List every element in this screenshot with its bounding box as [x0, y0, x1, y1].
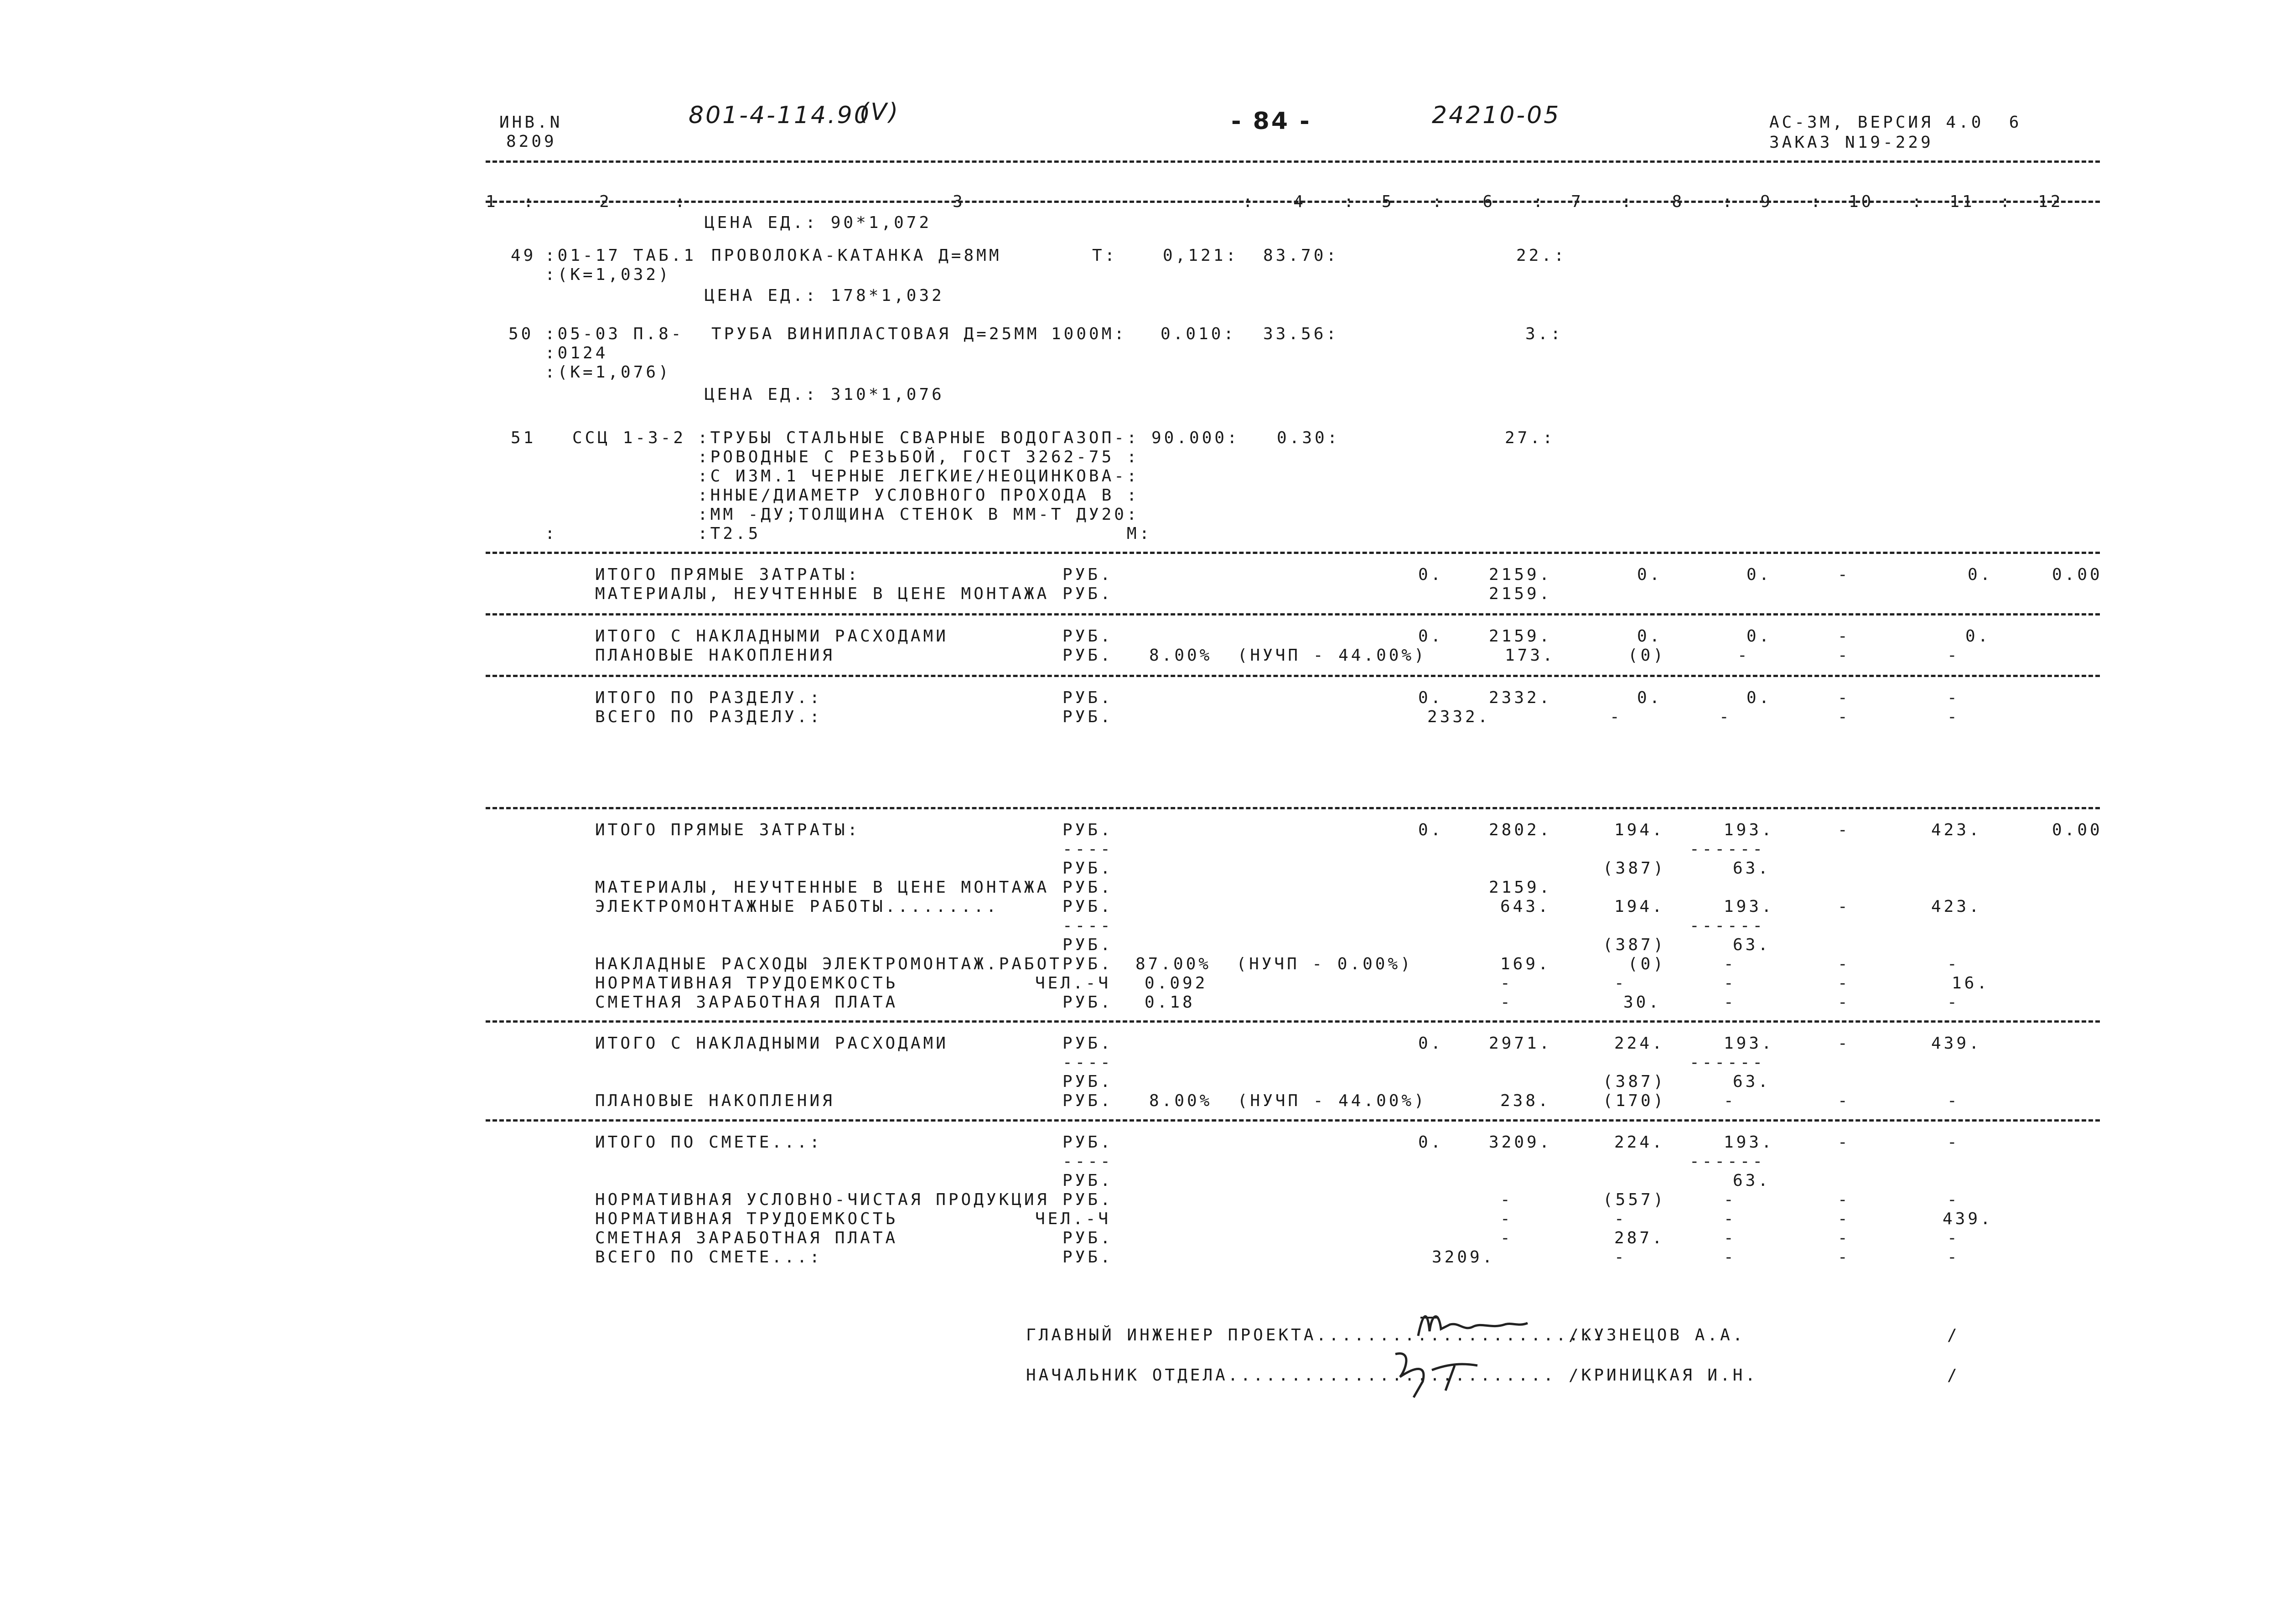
estimate-wage-val: 0.18 [1145, 993, 1195, 1012]
estimate-elec-c9: 193. [1724, 897, 1774, 916]
estimate-labor-c8: - [1614, 974, 1627, 993]
section-planned-pct: 8.00% (НУЧП - 44.00%) [1149, 646, 1427, 665]
row-51-price: 0.30: [1277, 429, 1340, 447]
estimate-labor2-c10: - [1838, 1210, 1850, 1228]
estimate-ncp-unit: РУБ. [1062, 1190, 1113, 1209]
section-overhead-unit: РУБ. [1062, 627, 1113, 646]
section-planned-c7: 173. [1505, 646, 1555, 665]
col-4: 4 [1293, 192, 1306, 211]
department-head-signature [1386, 1345, 1496, 1400]
doc-part: (Ⅴ) [860, 98, 900, 126]
chief-engineer-end: / [1947, 1326, 1960, 1345]
estimate-all-c6: 3209. [1432, 1248, 1495, 1267]
row-50-code-coef: :(К=1,076) [545, 363, 671, 382]
estimate-all-c8: - [1614, 1248, 1627, 1267]
row-49-code: :01-17 ТАБ.1 [545, 246, 697, 265]
section-planned-label: ПЛАНОВЫЕ НАКОПЛЕНИЯ [595, 646, 835, 665]
estimate-wage2-c9: - [1724, 1229, 1736, 1247]
section-overhead-c6: 0. [1418, 627, 1444, 646]
estimate-ncp-label: НОРМАТИВНАЯ УСЛОВНО-ЧИСТАЯ ПРОДУКЦИЯ [595, 1190, 1050, 1209]
estimate-elec-unit-rule: ---- [1062, 916, 1113, 935]
estimate-ovh-c11: - [1947, 955, 1960, 973]
estimate-total-c9: 193. [1724, 1133, 1774, 1152]
estimate-labor2-unit: ЧЕЛ.-Ч [1035, 1210, 1111, 1228]
section-all-c10: - [1838, 708, 1850, 726]
row-49-unit: Т: [1092, 246, 1118, 265]
estimate-labor-c9: - [1724, 974, 1736, 993]
section-overhead-c7: 2159. [1489, 627, 1552, 646]
estimate-wage-c11: - [1947, 993, 1960, 1012]
section-planned-c9: - [1737, 646, 1750, 665]
estimate-plan-c8: (170) [1603, 1091, 1666, 1110]
col-12: 12 [2038, 192, 2063, 211]
estimate-oh-c9: 193. [1724, 1034, 1774, 1053]
chief-engineer-name: /КУЗНЕЦОВ А.А. [1569, 1326, 1746, 1345]
estimate-wage-c7: - [1500, 993, 1513, 1012]
estimate-labor-val: 0.092 [1145, 974, 1208, 993]
estimate-labor-unit: ЧЕЛ.-Ч [1035, 974, 1111, 993]
section-overhead-c11: 0. [1965, 627, 1991, 646]
row-51-col7: 27.: [1505, 429, 1555, 447]
system-version: АС-3М, ВЕРСИЯ 4.0 6 [1769, 113, 2022, 132]
section-direct-c12: 0.00 [2052, 565, 2103, 584]
rule-section [486, 613, 2100, 615]
row-51-name-line: :ННЫЕ/ДИАМЕТР УСЛОВНОГО ПРОХОДА В : [698, 486, 1140, 505]
estimate-wage-label: СМЕТНАЯ ЗАРАБОТНАЯ ПЛАТА [595, 993, 898, 1012]
rule-section [486, 675, 2100, 677]
row-sep: : [545, 524, 558, 543]
estimate-elec-c9-rule: ------ [1689, 916, 1766, 935]
order-code: 24210-05 [1432, 102, 1561, 129]
estimate-ovh-label: НАКЛАДНЫЕ РАСХОДЫ ЭЛЕКТРОМОНТАЖ.РАБОТ [595, 955, 1062, 973]
estimate-labor-c7: - [1500, 974, 1513, 993]
estimate-wage2-c11: - [1947, 1229, 1960, 1247]
estimate-oh-c7: 2971. [1489, 1034, 1552, 1053]
estimate-wage2-c10: - [1838, 1229, 1850, 1247]
section-direct-c7: 2159. [1489, 565, 1552, 584]
estimate-ovh-pct: 87.00% (НУЧП - 0.00%) [1135, 955, 1413, 973]
estimate-direct-c10: - [1838, 821, 1850, 839]
row-49-code-coef: :(К=1,032) [545, 265, 671, 284]
section-direct-label: ИТОГО ПРЯМЫЕ ЗАТРАТЫ: [595, 565, 860, 584]
rule-estimate [486, 807, 2100, 809]
estimate-labor2-c8: - [1614, 1210, 1627, 1228]
section-all-c6: 2332. [1427, 708, 1491, 726]
estimate-wage-unit: РУБ. [1062, 993, 1113, 1012]
estimate-plan-label: ПЛАНОВЫЕ НАКОПЛЕНИЯ [595, 1091, 835, 1110]
row-49-price: 83.70: [1263, 246, 1339, 265]
estimate-all-c9: - [1724, 1248, 1736, 1267]
row-49-col7: 22.: [1516, 246, 1567, 265]
section-materials-unit: РУБ. [1062, 584, 1113, 603]
estimate-all-c10: - [1838, 1248, 1850, 1267]
row-50-unit: 1000М: [1051, 325, 1127, 343]
estimate-elec-c9b: 63. [1733, 936, 1771, 954]
estimate-total-label: ИТОГО ПО СМЕТЕ...: [595, 1133, 823, 1152]
estimate-plan-pct: 8.00% (НУЧП - 44.00%) [1149, 1091, 1427, 1110]
estimate-ncp-c10: - [1838, 1190, 1850, 1209]
estimate-oh-c10: - [1838, 1034, 1850, 1053]
section-direct-c11: 0. [1968, 565, 1993, 584]
estimate-direct-unit-rule: ---- [1062, 840, 1113, 859]
row-49-name: ПРОВОЛОКА-КАТАНКА Д=8ММ [711, 246, 1002, 265]
estimate-elec-unit-2: РУБ. [1062, 936, 1113, 954]
row-51-code: ССЦ 1-3-2 [572, 429, 686, 447]
estimate-direct-c7: 2802. [1489, 821, 1552, 839]
estimate-materials-unit: РУБ. [1062, 878, 1113, 897]
inv-label: ИНВ.N [499, 113, 563, 132]
col-11: 11 [1949, 192, 1975, 211]
column-header-row: 1 : 2 : 3 : 4 : 5 : 6 : 7 : 8 : 9 : 10 : 11 : 12 [486, 192, 2063, 211]
section-planned-c11: - [1947, 646, 1960, 665]
col-6: 6 [1482, 192, 1496, 211]
row-51-name-line: :РОВОДНЫЕ С РЕЗЬБОЙ, ГОСТ 3262-75 : [698, 448, 1140, 466]
section-materials-c7: 2159. [1489, 584, 1552, 603]
estimate-total-unit: РУБ. [1062, 1133, 1113, 1152]
estimate-wage-c10: - [1838, 993, 1850, 1012]
section-total-c8: 0. [1637, 688, 1663, 707]
section-direct-c9: 0. [1746, 565, 1772, 584]
estimate-ncp-c8: (557) [1603, 1190, 1666, 1209]
row-51-number: 51 [511, 429, 536, 447]
estimate-oh-c9-rule: ------ [1689, 1053, 1766, 1072]
estimate-oh-c6: 0. [1418, 1034, 1444, 1053]
section-overhead-label: ИТОГО С НАКЛАДНЫМИ РАСХОДАМИ [595, 627, 948, 646]
row-51-name-line: :ММ -ДУ;ТОЛЩИНА СТЕНОК В ММ-Т ДУ20: [698, 505, 1140, 524]
estimate-elec-c10: - [1838, 897, 1850, 916]
estimate-all-unit: РУБ. [1062, 1248, 1113, 1267]
page-number: - 84 - [1231, 108, 1311, 135]
estimate-plan-c11: - [1947, 1091, 1960, 1110]
row-50-name: ТРУБА ВИНИПЛАСТОВАЯ Д=25ММ [711, 325, 1040, 343]
section-total-c6: 0. [1418, 688, 1444, 707]
estimate-materials-label: МАТЕРИАЛЫ, НЕУЧТЕННЫЕ В ЦЕНЕ МОНТАЖА [595, 878, 1050, 897]
estimate-wage2-c8: 287. [1614, 1229, 1665, 1247]
estimate-oh-unit: РУБ. [1062, 1034, 1113, 1053]
col-10: 10 [1848, 192, 1874, 211]
estimate-oh-label: ИТОГО С НАКЛАДНЫМИ РАСХОДАМИ [595, 1034, 948, 1053]
estimate-total-unit-rule: ---- [1062, 1152, 1113, 1171]
section-total-c7: 2332. [1489, 688, 1552, 707]
section-all-c11: - [1947, 708, 1960, 726]
rule-top [486, 160, 2100, 163]
estimate-wage2-label: СМЕТНАЯ ЗАРАБОТНАЯ ПЛАТА [595, 1229, 898, 1247]
estimate-total-c8: 224. [1614, 1133, 1665, 1152]
estimate-wage2-unit: РУБ. [1062, 1229, 1113, 1247]
rule-section [486, 552, 2100, 554]
col-8: 8 [1672, 192, 1685, 211]
estimate-ovh-unit: РУБ. [1062, 955, 1113, 973]
department-head-end: / [1947, 1366, 1960, 1385]
estimate-wage-c9: - [1724, 993, 1736, 1012]
estimate-oh-c11: 439. [1931, 1034, 1982, 1053]
estimate-total-c9b: 63. [1733, 1171, 1771, 1190]
section-all-unit: РУБ. [1062, 708, 1113, 726]
section-all-c9: - [1719, 708, 1732, 726]
section-total-label: ИТОГО ПО РАЗДЕЛУ.: [595, 688, 823, 707]
section-total-c10: - [1838, 688, 1850, 707]
estimate-direct-c8b: (387) [1603, 859, 1666, 878]
estimate-plan-unit: РУБ. [1062, 1091, 1113, 1110]
estimate-total-unit-2: РУБ. [1062, 1171, 1113, 1190]
estimate-direct-label: ИТОГО ПРЯМЫЕ ЗАТРАТЫ: [595, 821, 860, 839]
row-50-code: :05-03 П.8- [545, 325, 684, 343]
estimate-all-label: ВСЕГО ПО СМЕТЕ...: [595, 1248, 823, 1267]
estimate-oh-c8: 224. [1614, 1034, 1665, 1053]
estimate-labor2-c11: 439. [1943, 1210, 1993, 1228]
estimate-oh-unit-2: РУБ. [1062, 1072, 1113, 1091]
estimate-elec-c8b: (387) [1603, 936, 1666, 954]
section-total-c9: 0. [1746, 688, 1772, 707]
estimate-direct-c11: 423. [1931, 821, 1982, 839]
estimate-ncp-c11: - [1947, 1190, 1960, 1209]
estimate-wage-c8: 30. [1623, 993, 1662, 1012]
inv-number: 8209 [506, 132, 557, 151]
estimate-oh-c8b: (387) [1603, 1072, 1666, 1091]
section-direct-c8: 0. [1637, 565, 1663, 584]
estimate-labor2-label: НОРМАТИВНАЯ ТРУДОЕМКОСТЬ [595, 1210, 898, 1228]
estimate-ovh-c9: - [1724, 955, 1736, 973]
estimate-ncp-c9: - [1724, 1190, 1736, 1209]
estimate-total-c6: 0. [1418, 1133, 1444, 1152]
estimate-ncp-c7: - [1500, 1190, 1513, 1209]
row-50-code-2: :0124 [545, 344, 608, 362]
row-49-number: 49 [511, 246, 536, 265]
doc-code: 801-4-114.90 [689, 102, 871, 129]
row-50-qty: 0.010: [1161, 325, 1237, 343]
rule-header [486, 201, 2100, 203]
unit-price-note: ЦЕНА ЕД.: 310*1,076 [705, 385, 944, 404]
estimate-total-c11: - [1947, 1133, 1960, 1152]
unit-price-note: ЦЕНА ЕД.: 178*1,032 [705, 286, 944, 305]
section-direct-unit: РУБ. [1062, 565, 1113, 584]
estimate-direct-c8: 194. [1614, 821, 1665, 839]
estimate-labor-c10: - [1838, 974, 1850, 993]
estimate-materials-c7: 2159. [1489, 878, 1552, 897]
estimate-direct-c9-rule: ------ [1689, 840, 1766, 859]
col-3: 3 [952, 192, 965, 211]
section-overhead-c9: 0. [1746, 627, 1772, 646]
section-direct-c10: - [1838, 565, 1850, 584]
col-2: 2 [599, 192, 612, 211]
estimate-labor2-c9: - [1724, 1210, 1736, 1228]
chief-engineer-signature [1414, 1304, 1532, 1345]
estimate-elec-c7: 643. [1500, 897, 1551, 916]
order-number: ЗАКАЗ N19-229 [1769, 133, 1933, 152]
estimate-all-c11: - [1947, 1248, 1960, 1267]
estimate-elec-unit: РУБ. [1062, 897, 1113, 916]
estimate-elec-label: ЭЛЕКТРОМОНТАЖНЫЕ РАБОТЫ......... [595, 897, 999, 916]
section-direct-c6: 0. [1418, 565, 1444, 584]
section-planned-c8: (0) [1628, 646, 1666, 665]
col-7: 7 [1571, 192, 1584, 211]
rule-estimate [486, 1119, 2100, 1122]
estimate-direct-c6: 0. [1418, 821, 1444, 839]
estimate-elec-c11: 423. [1931, 897, 1982, 916]
estimate-plan-c10: - [1838, 1091, 1850, 1110]
col-9: 9 [1760, 192, 1773, 211]
rule-estimate [486, 1020, 2100, 1023]
chief-engineer-line: ГЛАВНЫЙ ИНЖЕНЕР ПРОЕКТА....................... [1026, 1326, 1606, 1345]
estimate-plan-c7: 238. [1500, 1091, 1551, 1110]
estimate-ovh-c10: - [1838, 955, 1850, 973]
row-51-name-line: :ТРУБЫ СТАЛЬНЫЕ СВАРНЫЕ ВОДОГАЗОП-: [698, 429, 1140, 447]
row-51-name-line: :С ИЗМ.1 ЧЕРНЫЕ ЛЕГКИЕ/НЕОЦИНКОВА-: [698, 467, 1140, 486]
row-50-price: 33.56: [1263, 325, 1339, 343]
estimate-ovh-c7: 169. [1500, 955, 1551, 973]
section-all-label: ВСЕГО ПО РАЗДЕЛУ.: [595, 708, 823, 726]
department-head-line: НАЧАЛЬНИК ОТДЕЛА.......................... [1026, 1366, 1556, 1385]
section-planned-c10: - [1838, 646, 1850, 665]
estimate-direct-c9b: 63. [1733, 859, 1771, 878]
row-51-qty: 90.000: [1151, 429, 1240, 447]
estimate-direct-c12: 0.00 [2052, 821, 2103, 839]
row-50-col7: 3.: [1525, 325, 1564, 343]
section-overhead-c8: 0. [1637, 627, 1663, 646]
section-planned-unit: РУБ. [1062, 646, 1113, 665]
estimate-elec-c8: 194. [1614, 897, 1665, 916]
estimate-oh-unit-rule: ---- [1062, 1053, 1113, 1072]
estimate-total-c10: - [1838, 1133, 1850, 1152]
estimate-direct-c9: 193. [1724, 821, 1774, 839]
estimate-ovh-c8: (0) [1628, 955, 1666, 973]
estimate-labor-c11: 16. [1952, 974, 1990, 993]
col-5: 5 [1381, 192, 1394, 211]
section-total-unit: РУБ. [1062, 688, 1113, 707]
row-50-number: 50 [508, 325, 534, 343]
estimate-total-c7: 3209. [1489, 1133, 1552, 1152]
estimate-labor-label: НОРМАТИВНАЯ ТРУДОЕМКОСТЬ [595, 974, 898, 993]
estimate-plan-c9: - [1724, 1091, 1736, 1110]
estimate-direct-unit-2: РУБ. [1062, 859, 1113, 878]
section-materials-label: МАТЕРИАЛЫ, НЕУЧТЕННЫЕ В ЦЕНЕ МОНТАЖА [595, 584, 1050, 603]
estimate-oh-c9b: 63. [1733, 1072, 1771, 1091]
estimate-wage2-c7: - [1500, 1229, 1513, 1247]
estimate-direct-unit: РУБ. [1062, 821, 1113, 839]
unit-price-note: ЦЕНА ЕД.: 90*1,072 [705, 213, 932, 232]
estimate-labor2-c7: - [1500, 1210, 1513, 1228]
row-51-name-line: :Т2.5 М: [698, 524, 1152, 543]
section-overhead-c10: - [1838, 627, 1850, 646]
section-all-c8: - [1610, 708, 1622, 726]
section-total-c11: - [1947, 688, 1960, 707]
col-1: 1 [486, 192, 498, 211]
row-49-qty: 0,121: [1163, 246, 1239, 265]
estimate-total-c9-rule: ------ [1689, 1152, 1766, 1171]
department-head-name: /КРИНИЦКАЯ И.Н. [1569, 1366, 1758, 1385]
